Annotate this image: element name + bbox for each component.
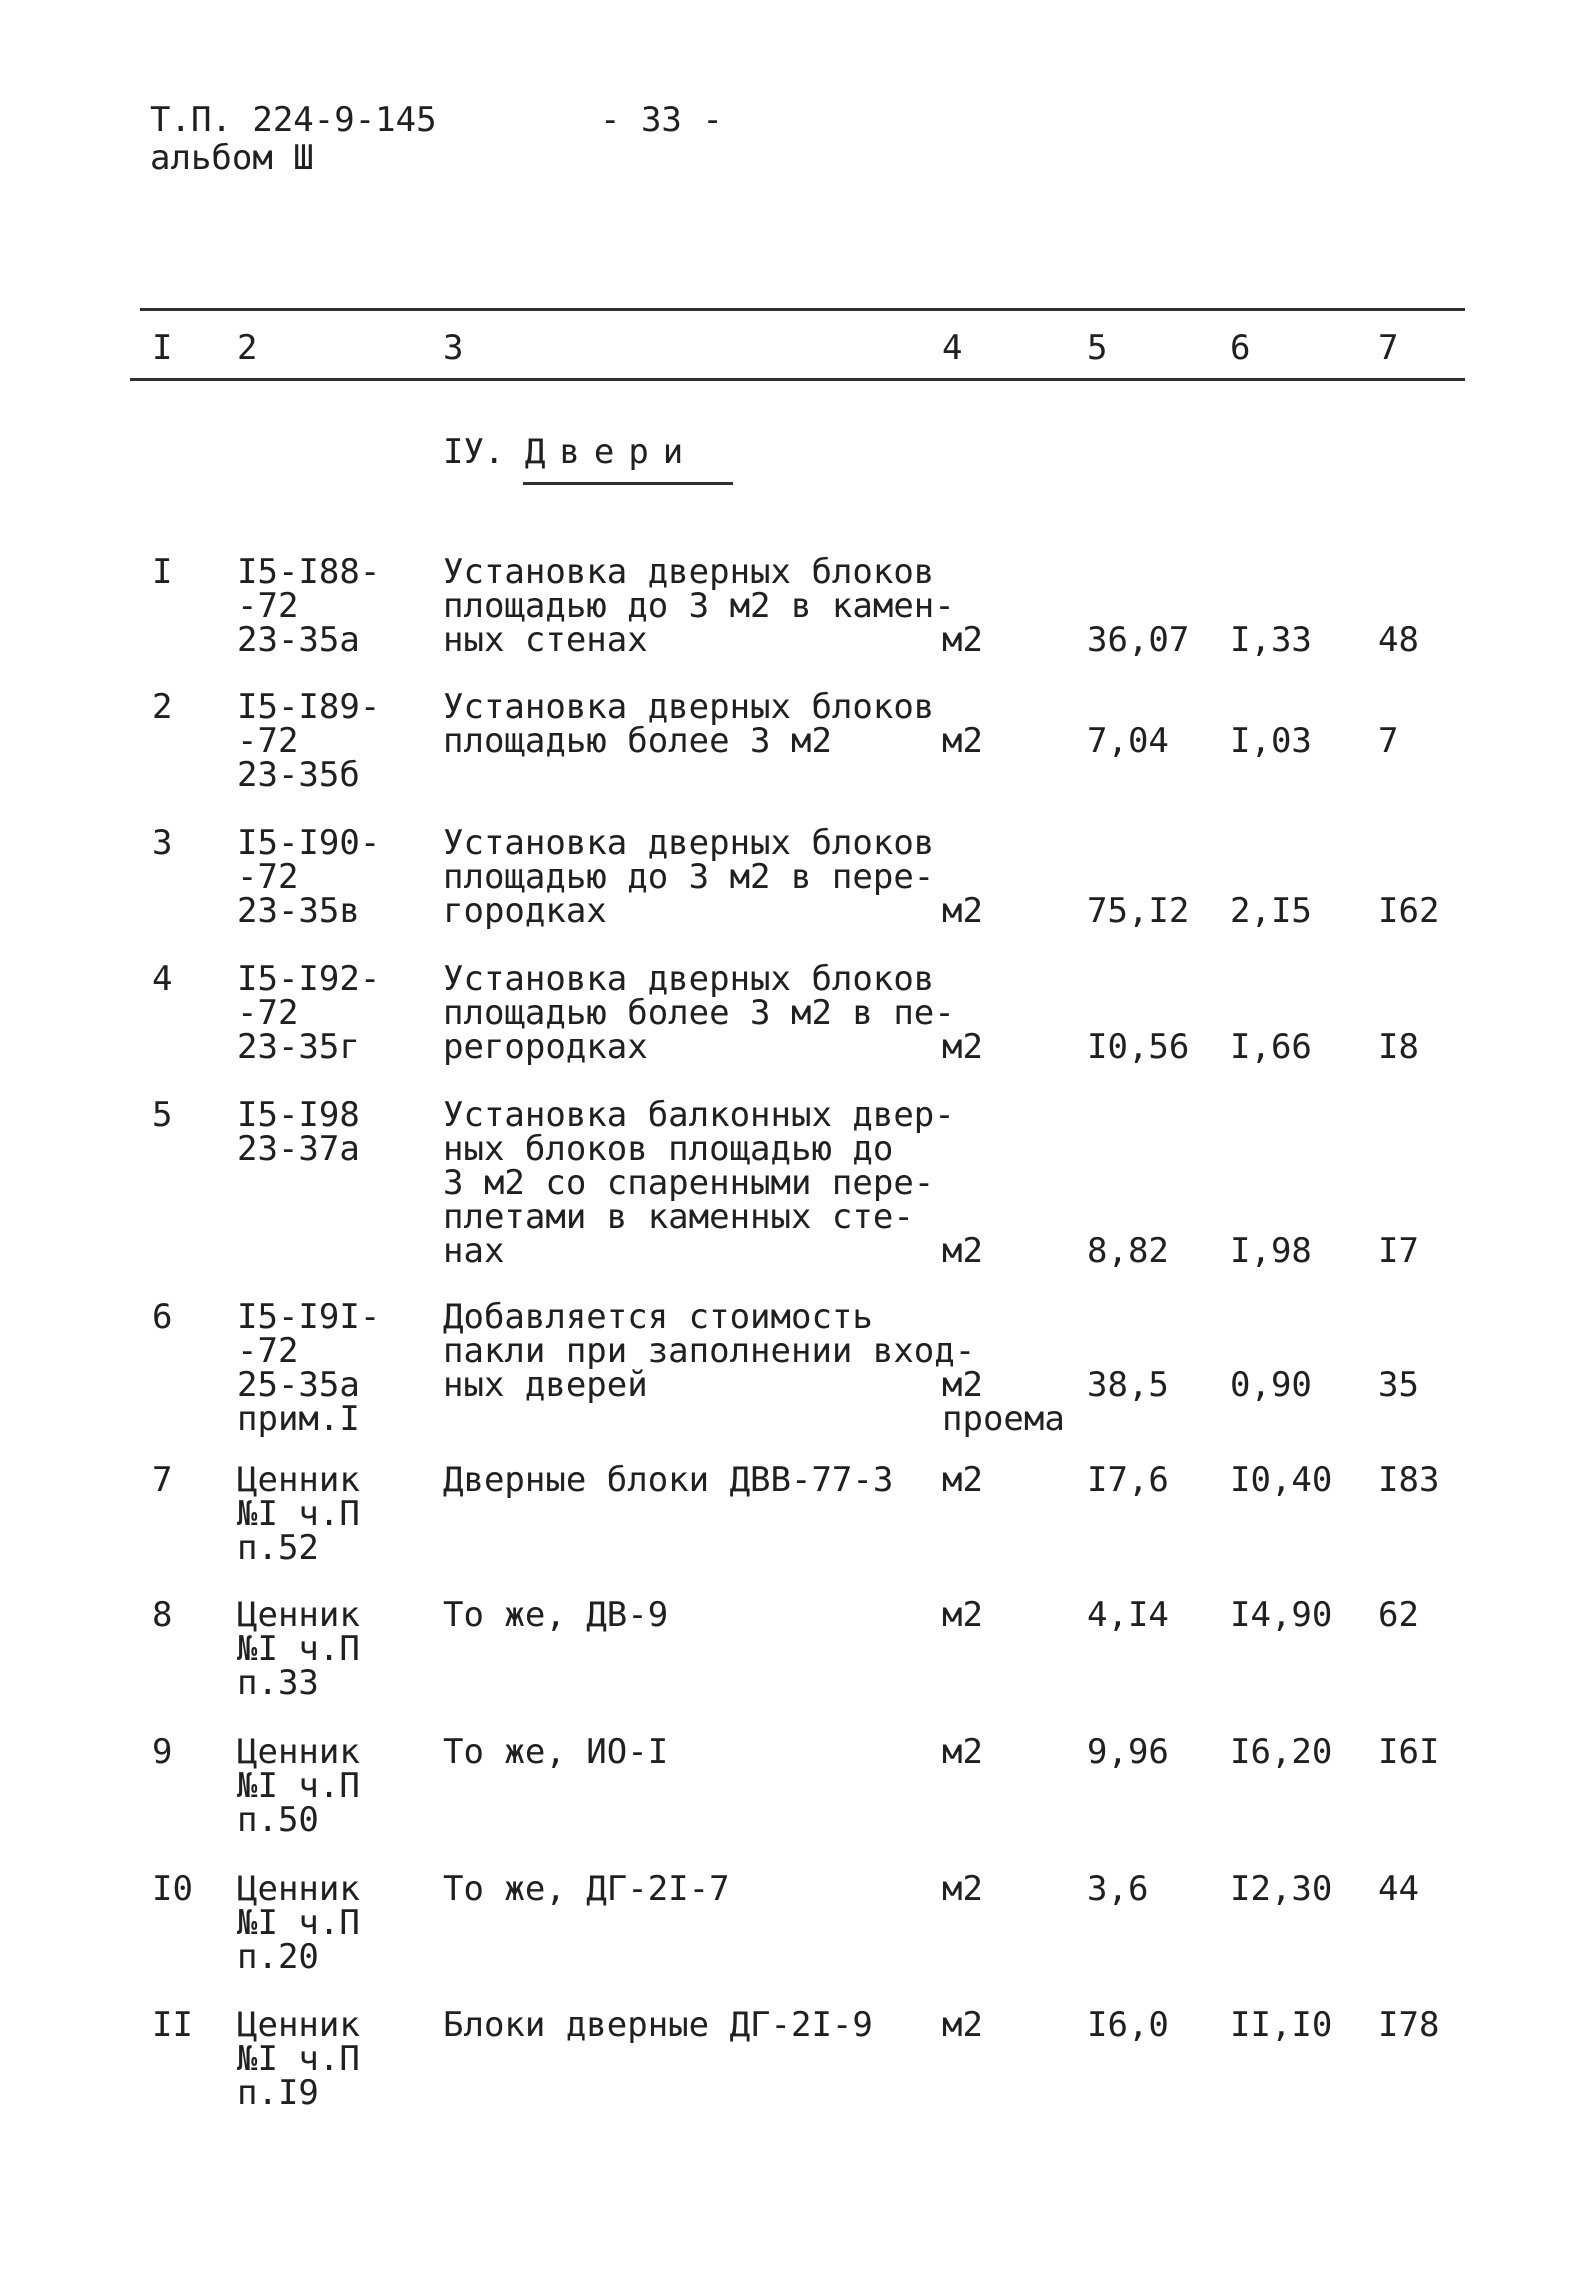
row-unit: м2 [942,620,983,660]
table-top-rule [140,308,1465,311]
row-unit: м2 [942,1595,983,1635]
row-unit: м2 проема [942,1365,1065,1439]
column-header-2: 2 [237,328,258,368]
row-unit: м2 [942,2005,983,2045]
row-quantity: 36,07 [1087,620,1190,660]
album-label: альбом Ш [150,138,314,178]
row-unit-price: I4,90 [1230,1595,1333,1635]
section-name: Двери [524,432,698,472]
row-unit-price: 0,90 [1230,1365,1312,1405]
row-quantity: 9,96 [1087,1732,1169,1772]
row-code: Ценник №I ч.П п.20 [237,1869,360,1977]
row-number: 7 [152,1460,173,1500]
row-number: 5 [152,1095,173,1135]
row-number: 6 [152,1297,173,1337]
section-underline [523,482,733,485]
row-number: 3 [152,823,173,863]
row-unit-price: I,66 [1230,1027,1312,1067]
row-code: I5-I88- -72 23-35а [237,552,381,660]
row-total: I7 [1378,1231,1419,1271]
row-total: 48 [1378,620,1419,660]
row-code: I5-I92- -72 23-35г [237,959,381,1067]
column-header-5: 5 [1087,328,1108,368]
row-code: Ценник №I ч.П п.33 [237,1595,360,1703]
row-code: I5-I90- -72 23-35в [237,823,381,931]
row-quantity: 4,I4 [1087,1595,1169,1635]
row-description: То же, ИО-I [443,1732,669,1772]
row-unit-price: I0,40 [1230,1460,1333,1500]
row-unit: м2 [942,1027,983,1067]
column-header-4: 4 [942,328,963,368]
row-quantity: 75,I2 [1087,891,1190,931]
row-quantity: I6,0 [1087,2005,1169,2045]
row-quantity: I7,6 [1087,1460,1169,1500]
row-unit-price: I,33 [1230,620,1312,660]
row-total: I8 [1378,1027,1419,1067]
section-number: IУ. [443,432,505,472]
section-title [443,432,697,472]
row-number: 4 [152,959,173,999]
column-header-1: I [152,328,173,368]
row-unit: м2 [942,1869,983,1909]
row-total: I78 [1378,2005,1440,2045]
row-code: I5-I9I- -72 25-35а прим.I [237,1297,381,1439]
column-header-3: 3 [443,328,464,368]
row-unit: м2 [942,1460,983,1500]
row-description: Дверные блоки ДВВ-77-3 [443,1460,894,1500]
row-unit-price: II,I0 [1230,2005,1333,2045]
row-number: 2 [152,687,173,727]
row-unit-price: 2,I5 [1230,891,1312,931]
row-unit: м2 [942,891,983,931]
row-quantity: 7,04 [1087,721,1169,761]
row-description: Установка балконных двер- ных блоков площадью до 3 м2 со спаренными пере- плетами в каменных сте- нах [443,1095,955,1271]
row-total: 35 [1378,1365,1419,1405]
row-unit-price: I,98 [1230,1231,1312,1271]
row-number: I0 [152,1869,193,1909]
column-header-7: 7 [1378,328,1399,368]
row-description: То же, ДГ-2I-7 [443,1869,730,1909]
row-total: I62 [1378,891,1440,931]
row-number: II [152,2005,193,2045]
row-total: 44 [1378,1869,1419,1909]
row-description: Установка дверных блоков площадью до 3 м2 в пере- городках [443,823,935,931]
row-code: Ценник №I ч.П п.50 [237,1732,360,1840]
row-description: Добавляется стоимость пакли при заполнении вход- ных дверей [443,1297,976,1405]
row-description: Установка дверных блоков площадью более 3 м2 [443,687,935,761]
row-code: Ценник №I ч.П п.I9 [237,2005,360,2113]
row-description: Установка дверных блоков площадью до 3 м2 в камен- ных стенах [443,552,955,660]
row-unit: м2 [942,721,983,761]
table-header-rule [130,378,1465,381]
row-quantity: I0,56 [1087,1027,1190,1067]
row-total: I83 [1378,1460,1440,1500]
document-code: Т.П. 224-9-145 [150,100,437,140]
row-unit-price: I,03 [1230,721,1312,761]
row-unit: м2 [942,1732,983,1772]
row-unit-price: I2,30 [1230,1869,1333,1909]
column-header-6: 6 [1230,328,1251,368]
row-code: I5-I89- -72 23-35б [237,687,381,795]
row-unit-price: I6,20 [1230,1732,1333,1772]
row-number: 8 [152,1595,173,1635]
row-quantity: 8,82 [1087,1231,1169,1271]
row-total: 62 [1378,1595,1419,1635]
row-total: I6I [1378,1732,1440,1772]
page-number: - 33 - [600,100,723,140]
row-unit: м2 [942,1231,983,1271]
row-total: 7 [1378,721,1399,761]
row-number: I [152,552,173,592]
row-description: Блоки дверные ДГ-2I-9 [443,2005,873,2045]
row-quantity: 3,6 [1087,1869,1149,1909]
row-number: 9 [152,1732,173,1772]
row-description: Установка дверных блоков площадью более 3 м2 в пе- регородках [443,959,955,1067]
row-code: Ценник №I ч.П п.52 [237,1460,360,1568]
row-description: То же, ДВ-9 [443,1595,669,1635]
row-code: I5-I98 23-37а [237,1095,360,1169]
row-quantity: 38,5 [1087,1365,1169,1405]
